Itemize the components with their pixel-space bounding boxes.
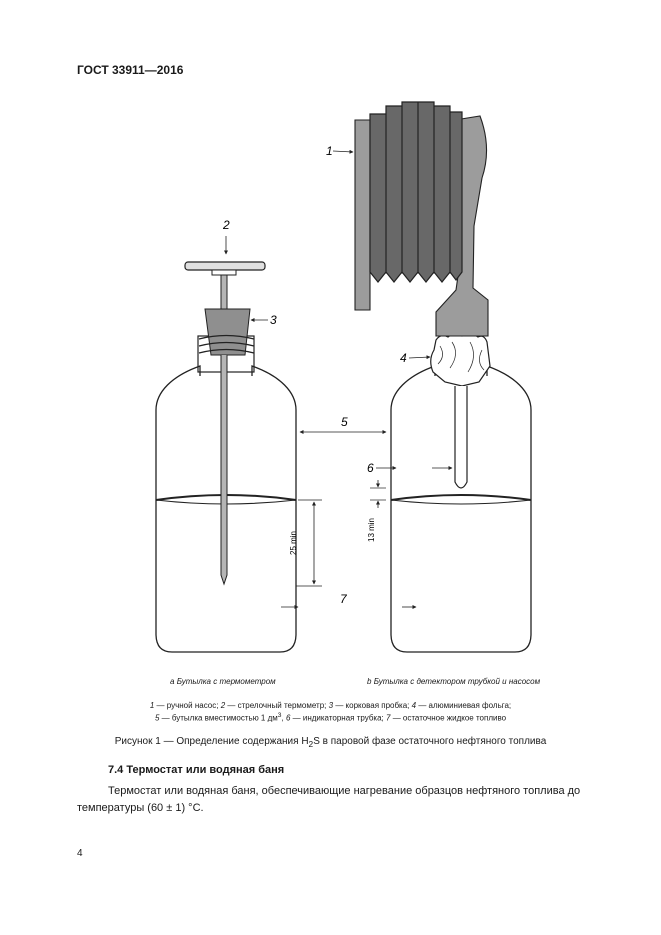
document-header: ГОСТ 33911—2016: [77, 63, 184, 77]
indicator-tube: [455, 386, 467, 488]
legend-number-1: 1: [149, 701, 155, 710]
label-3: 3: [270, 313, 277, 327]
dimension-25min: [289, 500, 322, 586]
dimension-13min: [367, 480, 386, 542]
legend-number-5: 5: [154, 713, 160, 723]
legend-number-6: 6: [285, 713, 291, 723]
legend-number-7: 7: [386, 713, 391, 723]
subcaption-a-letter: a: [170, 677, 175, 686]
legend-superscript: 3: [277, 712, 282, 719]
section-paragraph: Термостат или водяная баня, обеспечивающие нагревание образцов нефтяного топлива до температуры (60 ± 1) °C.: [77, 785, 581, 814]
caption-post: S в паровой фазе остаточного нефтяного топлива: [313, 736, 547, 747]
aluminium-foil: [431, 334, 490, 386]
figure-legend-line-2: 5 — бутылка вместимостью 1 $дм^3$, 6 — индикаторная трубка; 7 — остаточное жидкое топливо: [154, 712, 507, 723]
subcaption-a: [170, 677, 276, 686]
caption-subscript: 2: [308, 739, 314, 749]
legend-text-1: — ручной насос;: [156, 701, 219, 710]
page-number: 4: [77, 848, 83, 859]
legend-number-4: 4: [411, 701, 417, 710]
label-1: 1: [326, 144, 333, 158]
subcaption-b-text: Бутылка с детектором трубкой и насосом: [373, 677, 541, 686]
legend-number-3: 3: [328, 701, 334, 710]
dimension-13-text: 13 min: [367, 517, 376, 543]
hand-pump: [355, 102, 488, 336]
legend-text-5: — бутылка вместимостью 1 дм: [161, 713, 278, 723]
figure-legend-line-1: [0, 701, 661, 710]
dimension-25-text: 25 min: [289, 530, 298, 556]
legend-number-2: 2: [220, 701, 226, 710]
legend-text-4: — алюминиевая фольга;: [418, 701, 512, 710]
section-title: 7.4 Термостат или водяная баня: [108, 764, 285, 776]
subcaption-a-text: Бутылка с термометром: [176, 677, 276, 686]
label-5: 5: [341, 415, 348, 429]
label-4: 4: [400, 351, 407, 365]
caption-pre: Рисунок 1 — Определение содержания H: [114, 736, 309, 747]
legend-text-7: — остаточное жидкое топливо: [392, 713, 507, 723]
legend-text-3: — корковая пробка;: [335, 701, 410, 710]
label-2: 2: [223, 218, 230, 232]
subcaption-b-letter: b: [367, 677, 372, 686]
cork-stopper: [199, 309, 254, 355]
legend-text-6: — индикаторная трубка;: [292, 713, 384, 723]
figure-caption: [0, 736, 661, 749]
legend-text-2: — стрелочный термометр;: [227, 701, 327, 710]
subcaption-b: [367, 677, 540, 686]
label-7: 7: [340, 592, 347, 606]
label-6: 6: [367, 461, 374, 475]
